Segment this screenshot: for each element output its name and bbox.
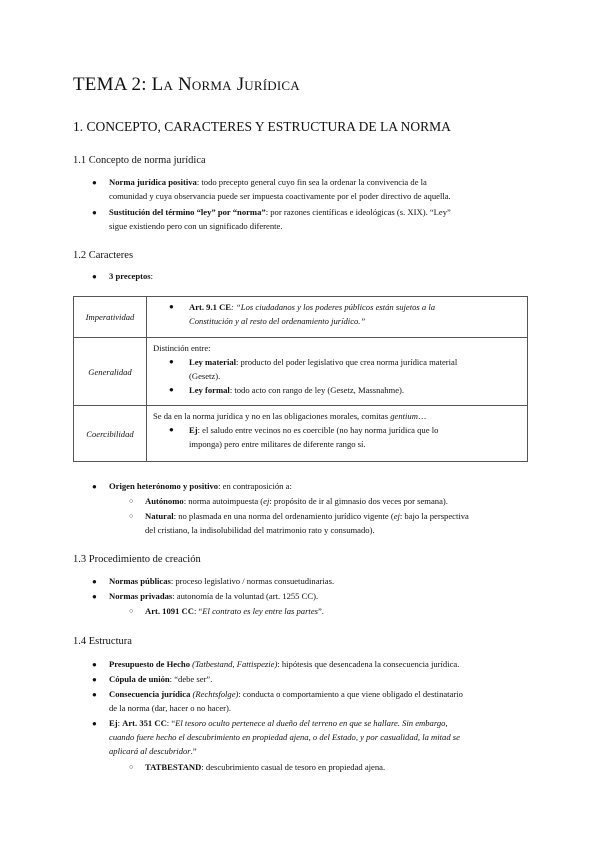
list-item: Sustitución del término “ley” por “norma”: por razones científicas e ideológicas (s. XIX). “Ley” sigue existiendo pero con un significado diferente. bbox=[109, 207, 451, 231]
bullet-icon: ● bbox=[92, 660, 97, 669]
bullet-icon: ● bbox=[92, 577, 97, 586]
subsection-heading-1-2: 1.2 Caracteres bbox=[73, 250, 134, 261]
bullet-icon: ● bbox=[92, 272, 97, 281]
table-row bbox=[74, 338, 528, 406]
sub-bullet-icon: ○ bbox=[129, 763, 134, 771]
subsection-heading-1-3: 1.3 Procedimiento de creación bbox=[73, 554, 201, 565]
bullet-icon: ● bbox=[92, 482, 97, 491]
sub-bullet-icon: ○ bbox=[129, 497, 134, 505]
caracteres-table bbox=[73, 296, 528, 462]
sub-bullet-icon: ○ bbox=[129, 607, 134, 615]
list-item: TATBESTAND: descubrimiento casual de tesoro en propiedad ajena. bbox=[145, 762, 386, 772]
bullet-icon: ● bbox=[92, 719, 97, 728]
table-row-label: Generalidad bbox=[74, 338, 147, 406]
list-item: 3 preceptos: bbox=[109, 271, 153, 281]
bullet-icon: ● bbox=[92, 208, 97, 217]
list-item: Ej: Art. 351 CC: “El tesoro oculto pertenece al dueño del terreno en que se hallare. Sin embargo, cuando fuere hecho el descubrimiento en propiedad ajena, o del Estado, y por casualidad, la mitad se aplicará al descubridor.” bbox=[109, 718, 460, 756]
table-row bbox=[74, 406, 528, 462]
list-item: Natural: no plasmada en una norma del ordenamiento jurídico vigente (ej: bajo la perspectiva del cristiano, la indisolubilidad del matrimonio rato y consumado). bbox=[145, 511, 469, 535]
list-item: Cópula de unión: “debe ser”. bbox=[109, 674, 213, 684]
list-item: Normas privadas: autonomía de la voluntad (art. 1255 CC). bbox=[109, 591, 319, 601]
page-title: TEMA 2: La Norma Jurídica bbox=[73, 74, 300, 95]
table-row bbox=[74, 297, 528, 338]
list-item: Art. 1091 CC: “El contrato es ley entre las partes”. bbox=[145, 606, 324, 616]
bullet-icon: ● bbox=[169, 385, 174, 394]
table-row-label: Imperatividad bbox=[74, 297, 147, 338]
list-item: Presupuesto de Hecho (Tatbestand, Fattispezie): hipótesis que desencadena la consecuencia jurídica. bbox=[109, 659, 460, 669]
bullet-icon: ● bbox=[92, 178, 97, 187]
bullet-icon: ● bbox=[92, 675, 97, 684]
list-item: Consecuencia jurídica (Rechtsfolge): conducta o comportamiento a que viene obligado el destinatario de la norma (dar, hacer o no hacer). bbox=[109, 689, 463, 713]
subsection-heading-1-4: 1.4 Estructura bbox=[73, 636, 132, 647]
list-item: Origen heterónomo y positivo: en contraposición a: bbox=[109, 481, 292, 491]
list-item: Autónomo: norma autoimpuesta (ej: propósito de ir al gimnasio dos veces por semana). bbox=[145, 496, 448, 506]
table-cell-text: Distinción entre: bbox=[153, 343, 211, 353]
bullet-icon: ● bbox=[169, 302, 174, 311]
table-row-label: Coercibilidad bbox=[74, 406, 147, 462]
bullet-icon: ● bbox=[169, 357, 174, 366]
table-cell: Distinción entre: ● Ley material: producto del poder legislativo que crea norma jurídica material (Gesetz). ● Ley formal: todo acto con rango de ley (Gesetz, Massnahme). bbox=[147, 338, 528, 406]
sub-bullet-icon: ○ bbox=[129, 512, 134, 520]
subsection-heading-1-1: 1.1 Concepto de norma jurídica bbox=[73, 155, 206, 166]
table-cell-text: Se da en la norma jurídica y no en las obligaciones morales, comitas gentium… bbox=[153, 411, 427, 421]
table-cell: ● Art. 9.1 CE: “Los ciudadanos y los poderes públicos están sujetos a la Constitución y al resto del ordenamiento jurídico.” bbox=[147, 297, 528, 338]
table-cell: Se da en la norma jurídica y no en las obligaciones morales, comitas gentium… ● Ej: el saludo entre vecinos no es coercible (no hay norma jurídica que lo imponga) pero entre militares de diferente rango sí. bbox=[147, 406, 528, 462]
list-item: Norma jurídica positiva: todo precepto general cuyo fin sea la ordenar la convivencia de la comunidad y cuya observancia puede ser impuesta coactivamente por el poder directivo de aquella. bbox=[109, 177, 451, 201]
bullet-icon: ● bbox=[92, 690, 97, 699]
section-heading: 1. CONCEPTO, CARACTERES Y ESTRUCTURA DE LA NORMA bbox=[73, 119, 451, 134]
list-item: Normas públicas: proceso legislativo / normas consuetudinarias. bbox=[109, 576, 335, 586]
bullet-icon: ● bbox=[92, 592, 97, 601]
bullet-icon: ● bbox=[169, 425, 174, 434]
